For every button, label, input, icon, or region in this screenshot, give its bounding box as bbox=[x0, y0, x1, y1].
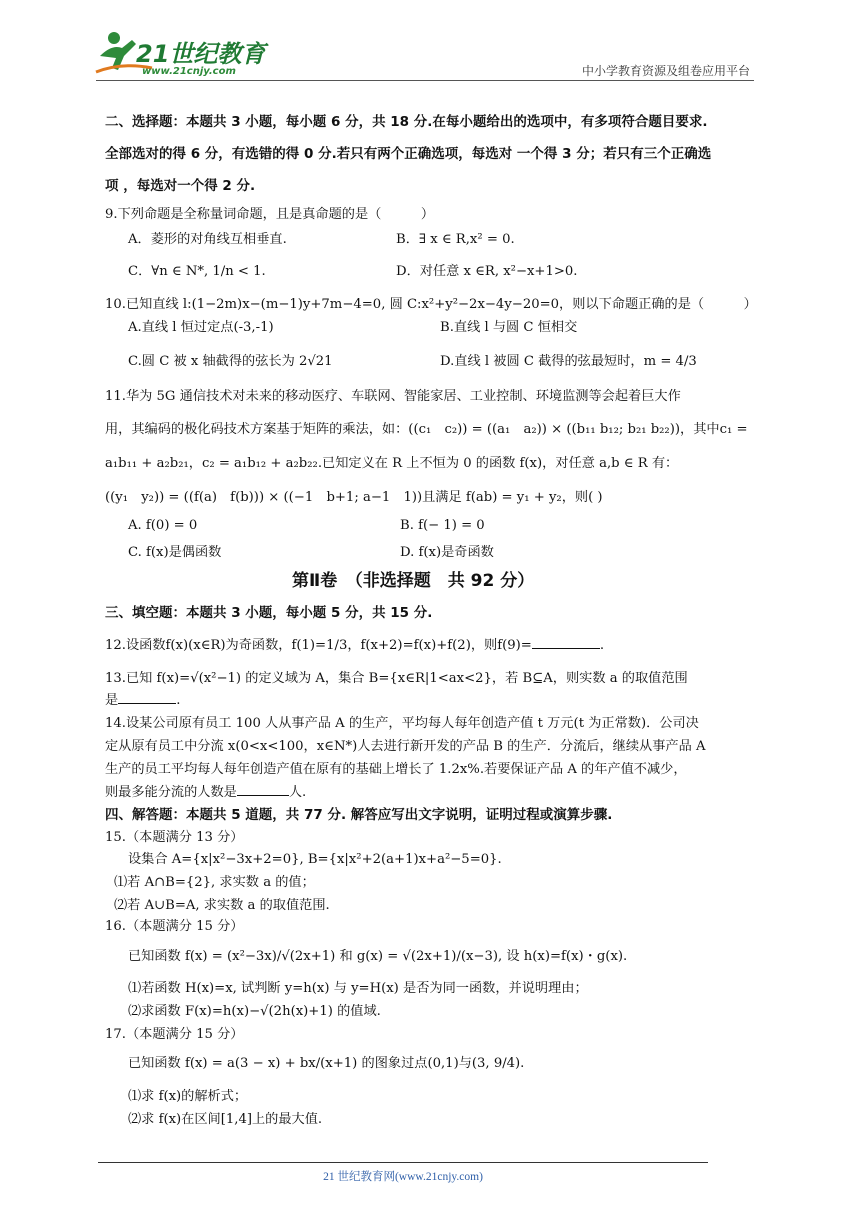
q11-line4: ((y₁ y₂)) = ((f(a) f(b))) × ((−1 b+1; a−1 1))且满足 f(ab) = y₁ + y₂，则( ) bbox=[105, 490, 603, 505]
footer-divider bbox=[98, 1162, 708, 1163]
q15-part2: ⑵若 A∪B=A, 求实数 a 的取值范围. bbox=[114, 898, 330, 913]
q12-stem: 12.设函数f(x)(x∈R)为奇函数，f(1)=1/3，f(x+2)=f(x)+f(2)，则f(9)= bbox=[105, 638, 532, 653]
q11-line1: 11.华为 5G 通信技术对未来的移动医疗、车联网、智能家居、工业控制、环境监测等会起着巨大作 bbox=[105, 389, 681, 404]
q10-stem: 10.已知直线 l:(1−2m)x−(m−1)y+7m−4=0, 圆 C:x²+y²−2x−4y−20=0，则以下命题正确的是（ ） bbox=[105, 297, 757, 312]
q15-stem: 设集合 A={x|x²−3x+2=0}, B={x|x²+2(a+1)x+a²−5=0}. bbox=[128, 852, 502, 867]
section2-instructions-line3: 项 ，每选对一个得 2 分. bbox=[105, 178, 256, 194]
q9-option-d: D．对任意 x ∈R, x²−x+1>0. bbox=[396, 264, 578, 279]
q11-line3: a₁b₁₁ + a₂b₂₁，c₂ = a₁b₁₂ + a₂b₂₂.已知定义在 R 上不恒为 0 的函数 f(x)，对任意 a,b ∈ R 有： bbox=[105, 456, 679, 471]
site-logo bbox=[92, 26, 267, 84]
section2-instructions-line1: 二、选择题：本题共 3 小题，每小题 6 分，共 18 分.在每小题给出的选项中，有多项符合题目要求. bbox=[105, 114, 708, 130]
part2-title: 第Ⅱ卷 （非选择题 共 92 分） bbox=[292, 571, 535, 591]
q16-stem: 已知函数 f(x) = (x²−3x)/√(2x+1) 和 g(x) = √(2x+1)/(x−3), 设 h(x)=f(x)・g(x). bbox=[128, 949, 628, 964]
q11-option-a: A. f(0) = 0 bbox=[128, 518, 198, 533]
q16-heading: 16.（本题满分 15 分） bbox=[105, 919, 244, 934]
q13-answer-blank[interactable] bbox=[118, 691, 176, 704]
q17-part2: ⑵求 f(x)在区间[1,4]上的最大值. bbox=[128, 1112, 323, 1127]
q10-option-a: A.直线 l 恒过定点(-3,-1) bbox=[128, 320, 274, 335]
section3-title: 三、填空题：本题共 3 小题，每小题 5 分，共 15 分. bbox=[105, 605, 433, 621]
q10-option-d: D.直线 l 被圆 C 截得的弦最短时，m = 4/3 bbox=[440, 354, 697, 369]
q15-heading: 15.（本题满分 13 分） bbox=[105, 830, 244, 845]
section4-title: 四、解答题：本题共 5 道题，共 77 分. 解答应写出文字说明，证明过程或演算步骤. bbox=[105, 807, 613, 823]
q15-part1: ⑴若 A∩B={2}, 求实数 a 的值； bbox=[114, 875, 315, 890]
q10-option-c: C.圆 C 被 x 轴截得的弦长为 2√21 bbox=[128, 354, 333, 369]
q13-line2-wrap: 是 . bbox=[105, 693, 181, 708]
q9-option-c: C．∀n ∈ N*, 1/n < 1. bbox=[128, 264, 266, 279]
q13-line2: 是 bbox=[105, 693, 119, 708]
q17-heading: 17.（本题满分 15 分） bbox=[105, 1027, 244, 1042]
q9-stem: 9.下列命题是全称量词命题，且是真命题的是（ ） bbox=[105, 207, 435, 222]
q13-line1: 13.已知 f(x)=√(x²−1) 的定义域为 A，集合 B={x∈R|1<ax<2}，若 B⊆A，则实数 a 的取值范围 bbox=[105, 671, 688, 686]
q14-line4-wrap: 则最多能分流的人数是 人. bbox=[105, 785, 307, 800]
logo-url: www.21cnjy.com bbox=[142, 66, 236, 77]
q14-line1: 14.设某公司原有员工 100 人从事产品 A 的生产，平均每人每年创造产值 t 万元(t 为正常数)．公司决 bbox=[105, 716, 699, 731]
header-divider bbox=[96, 80, 754, 81]
logo-title: 21世纪教育 bbox=[136, 40, 266, 68]
q11-option-b: B. f(− 1) = 0 bbox=[400, 518, 485, 533]
q17-part1: ⑴求 f(x)的解析式； bbox=[128, 1089, 248, 1104]
footer-site-link[interactable]: 21 世纪教育网(www.21cnjy.com) bbox=[323, 1171, 483, 1183]
q11-option-d: D. f(x)是奇函数 bbox=[400, 545, 494, 560]
q16-part2: ⑵求函数 F(x)=h(x)−√(2h(x)+1) 的值域. bbox=[128, 1004, 381, 1019]
q11-option-c: C. f(x)是偶函数 bbox=[128, 545, 222, 560]
q12-text: 12.设函数f(x)(x∈R)为奇函数，f(1)=1/3，f(x+2)=f(x)+f(2)，则f(9)= . bbox=[105, 638, 605, 653]
q14-line4: 则最多能分流的人数是 bbox=[105, 785, 237, 800]
q14-line3: 生产的员工平均每人每年创造产值在原有的基础上增长了 1.2x%.若要保证产品 A 的年产值不减少， bbox=[105, 762, 687, 777]
q16-part1: ⑴若函数 H(x)=x, 试判断 y=h(x) 与 y=H(x) 是否为同一函数，并说明理由； bbox=[128, 981, 588, 996]
header-platform-text: 中小学教育资源及组卷应用平台 bbox=[581, 64, 750, 78]
q14-answer-blank[interactable] bbox=[237, 783, 289, 796]
q10-option-b: B.直线 l 与圆 C 恒相交 bbox=[440, 320, 578, 335]
q9-option-a: A．菱形的对角线互相垂直. bbox=[128, 232, 287, 247]
q14-line2: 定从原有员工中分流 x(0<x<100，x∈N*)人去进行新开发的产品 B 的生产．分流后，继续从事产品 A bbox=[105, 739, 706, 754]
section2-instructions-line2: 全部选对的得 6 分，有选错的得 0 分.若只有两个正确选项，每选对 一个得 3 分；若只有三个正确选 bbox=[105, 146, 712, 162]
q11-line2: 用，其编码的极化码技术方案基于矩阵的乘法，如：((c₁ c₂)) = ((a₁ a₂)) × ((b₁₁ b₁₂; b₂₁ b₂₂))，其中c₁ = bbox=[105, 422, 748, 437]
q17-stem: 已知函数 f(x) = a(3 − x) + bx/(x+1) 的图象过点(0,1)与(3, 9/4). bbox=[128, 1056, 525, 1071]
q9-option-b: B．∃ x ∈ R,x² = 0. bbox=[396, 232, 515, 247]
q12-answer-blank[interactable] bbox=[532, 636, 600, 649]
